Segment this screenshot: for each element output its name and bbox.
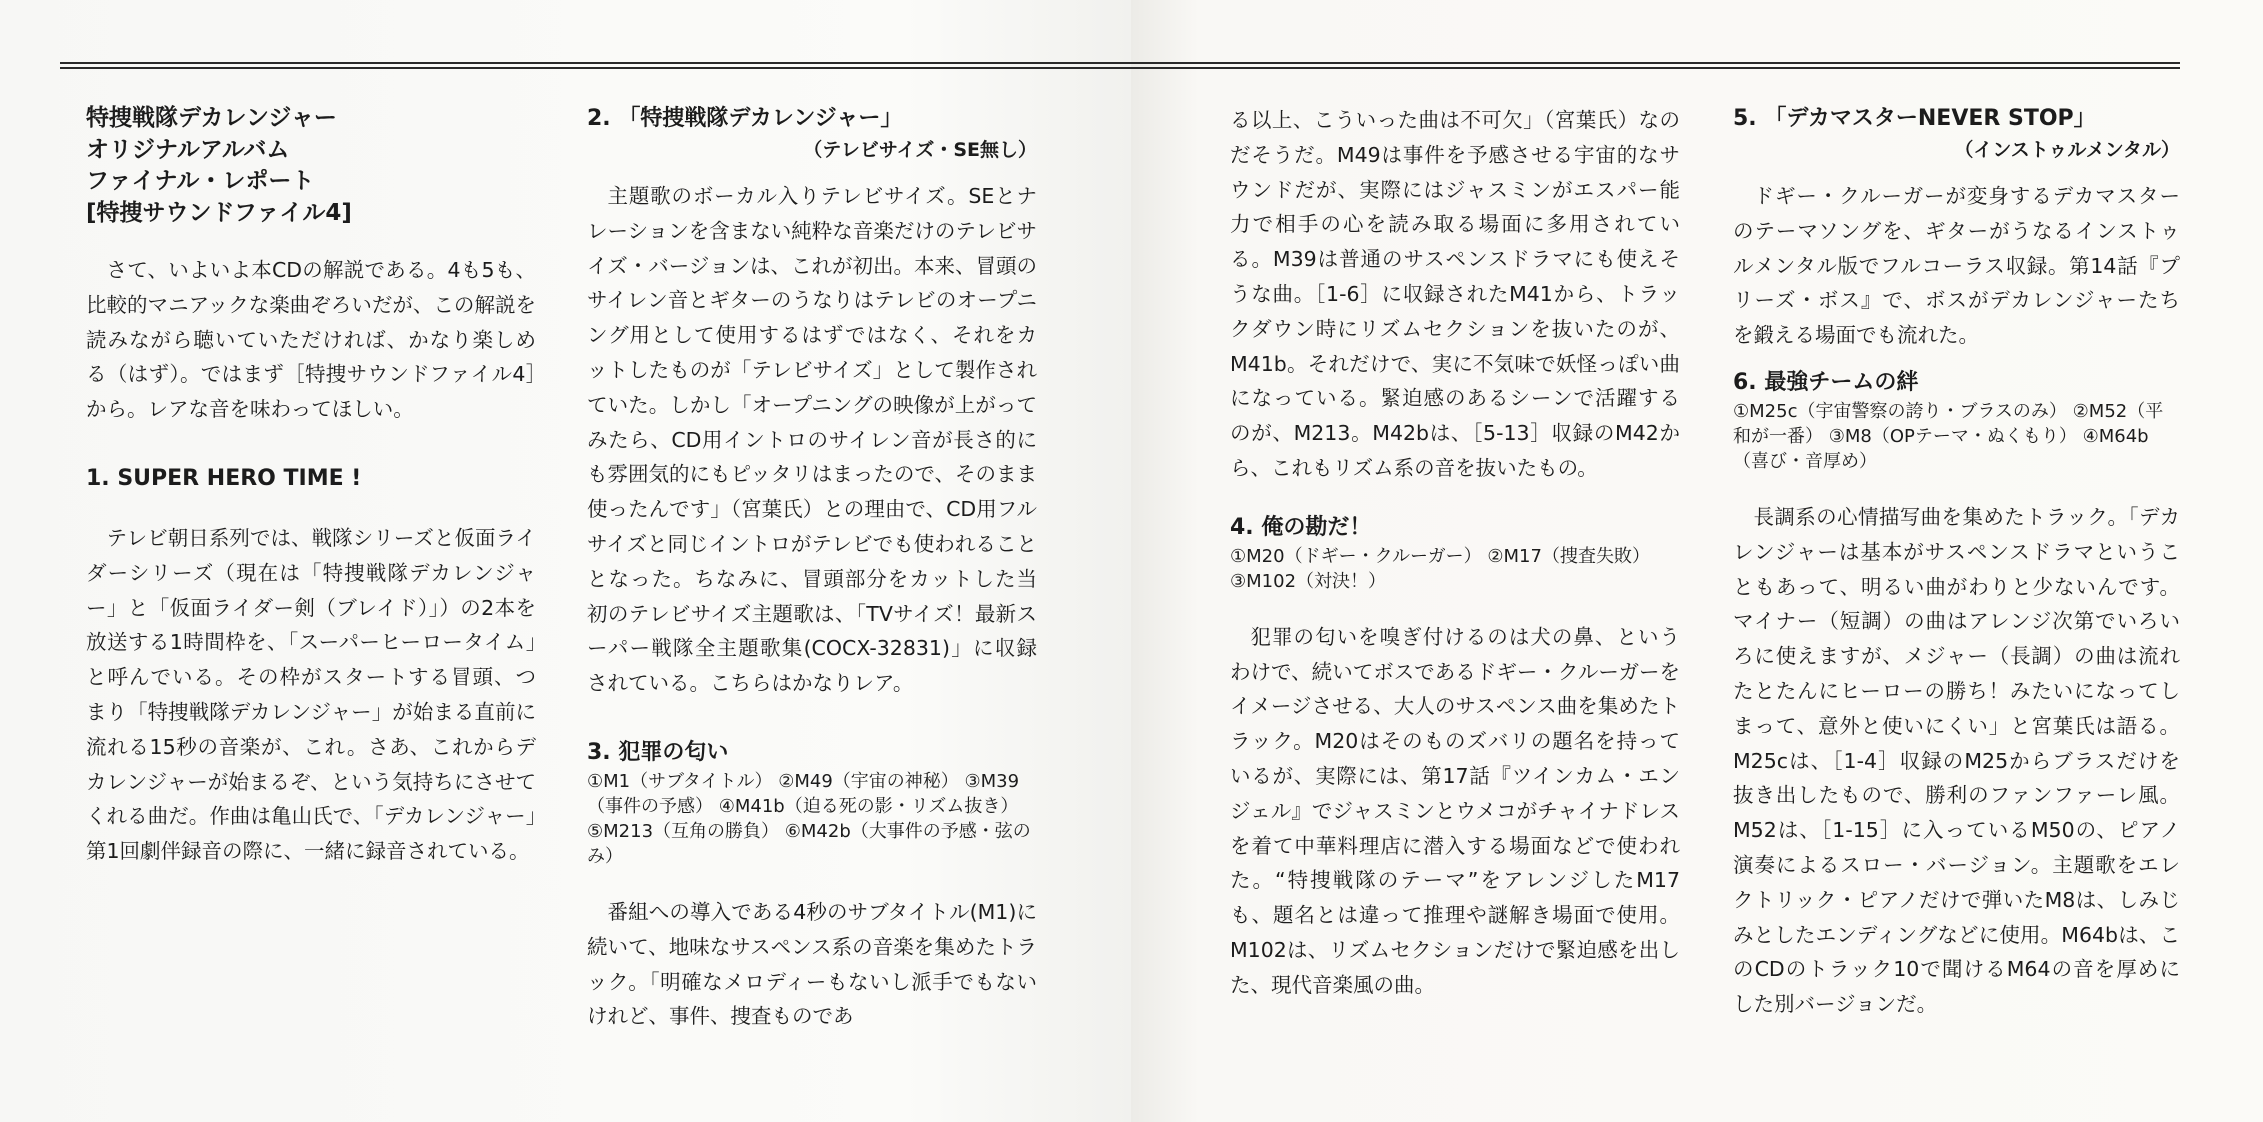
- column-3: [1230, 103, 1680, 1003]
- section-3-body: 番組への導入である4秒のサブタイトル(M1)に続いて、地味なサスペンス系の音楽を集めたトラック。「明確なメロディーもないし派手でもないけれど、事件、捜査ものであ: [587, 899, 1037, 1029]
- album-title-line: 特捜戦隊デカレンジャー: [86, 105, 337, 131]
- section-3-track-list: ①M1（サブタイトル） ②M49（宇宙の神秘） ③M39（事件の予感） ④M41b（迫る死の影・リズム抜き） ⑤M213（互角の勝負） ⑥M42b（大事件の予感・弦のみ）: [587, 770, 1031, 867]
- section-3-body-continued: る以上、こういった曲は不可欠」（宮葉氏）なのだそうだ。M49は事件を予感させる宇宙的なサウンドだが、実際にはジャスミンがエスパー能力で相手の心を読み取る場面に多用されている。M39は普通のサスペンスドラマにも使えそうな曲。［1-6］に収録されたM41から、トラックダウン時にリズムセクションを抜いたのが、M41b。それだけで、実に不気味で妖怪っぽい曲になっている。緊迫感のあるシーンで活躍するのが、M213。M42bは、［5-13］収録のM42から、これもリズム系の音を抜いたもの。: [1230, 108, 1680, 480]
- section-1-body: テレビ朝日系列では、戦隊シリーズと仮面ライダーシリーズ（現在は「特捜戦隊デカレンジャー」と「仮面ライダー剣（ブレイド）」）の2本を放送する1時間枠を、「スーパーヒーロータイム」と呼んでいる。その枠がスタートする冒頭、つまり「特捜戦隊デカレンジャー」が始まる直前に流れる15秒の音楽が、これ。さあ、これからデカレンジャーが始まるぞ、という気持ちにさせてくれる曲だ。作曲は亀山氏で、「デカレンジャー」第1回劇伴録音の際に、一緒に録音されている。: [86, 525, 536, 864]
- section-2-subtitle: （テレビサイズ・SE無し）: [803, 139, 1037, 161]
- section-5-body: ドギー・クルーガーが変身するデカマスターのテーマソングを、ギターがうなるインストゥルメンタル版でフルコーラス収録。第14話『プリーズ・ボス』で、ボスがデカレンジャーたちを鍛える場面でも流れた。: [1733, 184, 2180, 348]
- section-1-heading: 1. SUPER HERO TIME !: [86, 465, 362, 491]
- section-3-heading: 3. 犯罪の匂い: [587, 739, 729, 765]
- section-6-body: 長調系の心情描写曲を集めたトラック。「デカレンジャーは基本がサスペンスドラマということもあって、明るい曲がわりと少ないんです。マイナー（短調）の曲はアレンジ次第でいろいろに使えますが、メジャー（長調）の曲は流れたとたんにヒーローの勝ち！みたいになってしまって、意外と使いにくい」と宮葉氏は語る。M25cは、［1-4］収録のM25からブラスだけを抜き出したもので、勝利のファンファーレ風。M52は、［1-15］に入っているM50の、ピアノ演奏によるスロー・バージョン。主題歌をエレクトリック・ピアノだけで弾いたM8は、しみじみとしたエンディングなどに使用。M64bは、このCDのトラック10で聞けるM64の音を厚めにした別バージョンだ。: [1733, 504, 2180, 1017]
- section-2-body: 主題歌のボーカル入りテレビサイズ。SEとナレーションを含まない純粋な音楽だけのテレビサイズ・バージョンは、これが初出。本来、冒頭のサイレン音とギターのうなりはテレビのオープニング用として使用するはずではなく、それをカットしたものが「テレビサイズ」として製作されていた。しかし「オープニングの映像が上がってみたら、CD用イントロのサイレン音が長さ的にも雰囲気的にもピッタリはまったので、そのまま使ったんです」（宮葉氏）との理由で、CD用フルサイズと同じイントロがテレビでも使われることとなった。ちなみに、冒頭部分をカットした当初のテレビサイズ主題歌は、「TVサイズ！最新スーパー戦隊全主題歌集(COCX-32831)」に収録されている。こちらはかなりレア。: [587, 184, 1037, 696]
- top-double-rule: [60, 62, 2180, 69]
- album-title-line: ファイナル・レポート: [86, 168, 315, 194]
- column-4: [1733, 103, 2180, 1022]
- album-title-line: オリジナルアルバム: [86, 136, 290, 163]
- section-5-subtitle: （インストゥルメンタル）: [1954, 139, 2180, 161]
- intro-paragraph: さて、いよいよ本CDの解説である。4も5も、比較的マニアックな楽曲ぞろいだが、この解説を読みながら聴いていただければ、かなり楽しめる（はず）。ではまず［特捜サウンドファイル4］から。レアな音を味わってほしい。: [86, 258, 536, 422]
- column-2: [587, 103, 1037, 1034]
- album-title-line: [特捜サウンドファイル4]: [86, 199, 352, 226]
- column-1: [86, 103, 536, 869]
- section-4-track-list: ①M20（ドギー・クルーガー） ②M17（捜査失敗） ③M102（対決！）: [1230, 545, 1650, 592]
- section-6-track-list: ①M25c（宇宙警察の誇り・ブラスのみ） ②M52（平和が一番） ③M8（OPテーマ・ぬくもり） ④M64b（喜び・音厚め）: [1733, 400, 2164, 472]
- section-5-heading: 5. 「デカマスターNEVER STOP」: [1733, 106, 2096, 131]
- section-6-heading: 6. 最強チームの絆: [1733, 369, 1919, 395]
- section-4-heading: 4. 俺の勘だ！: [1230, 514, 1372, 540]
- section-4-body: 犯罪の匂いを嗅ぎ付けるのは犬の鼻、というわけで、続いてボスであるドギー・クルーガーをイメージさせる、大人のサスペンス曲を集めたトラック。M20はそのものズバリの題名を持っているが、実際には、第17話『ツインカム・エンジェル』でジャスミンとウメコがチャイナドレスを着て中華料理店に潜入する場面などで使われた。“特捜戦隊のテーマ”をアレンジしたM17も、題名とは違って推理や謎解き場面で使用。M102は、リズムセクションだけで緊迫感を出した、現代音楽風の曲。: [1230, 624, 1680, 997]
- album-title: [86, 103, 536, 229]
- section-2-heading: 2. 「特捜戦隊デカレンジャー」: [587, 106, 903, 131]
